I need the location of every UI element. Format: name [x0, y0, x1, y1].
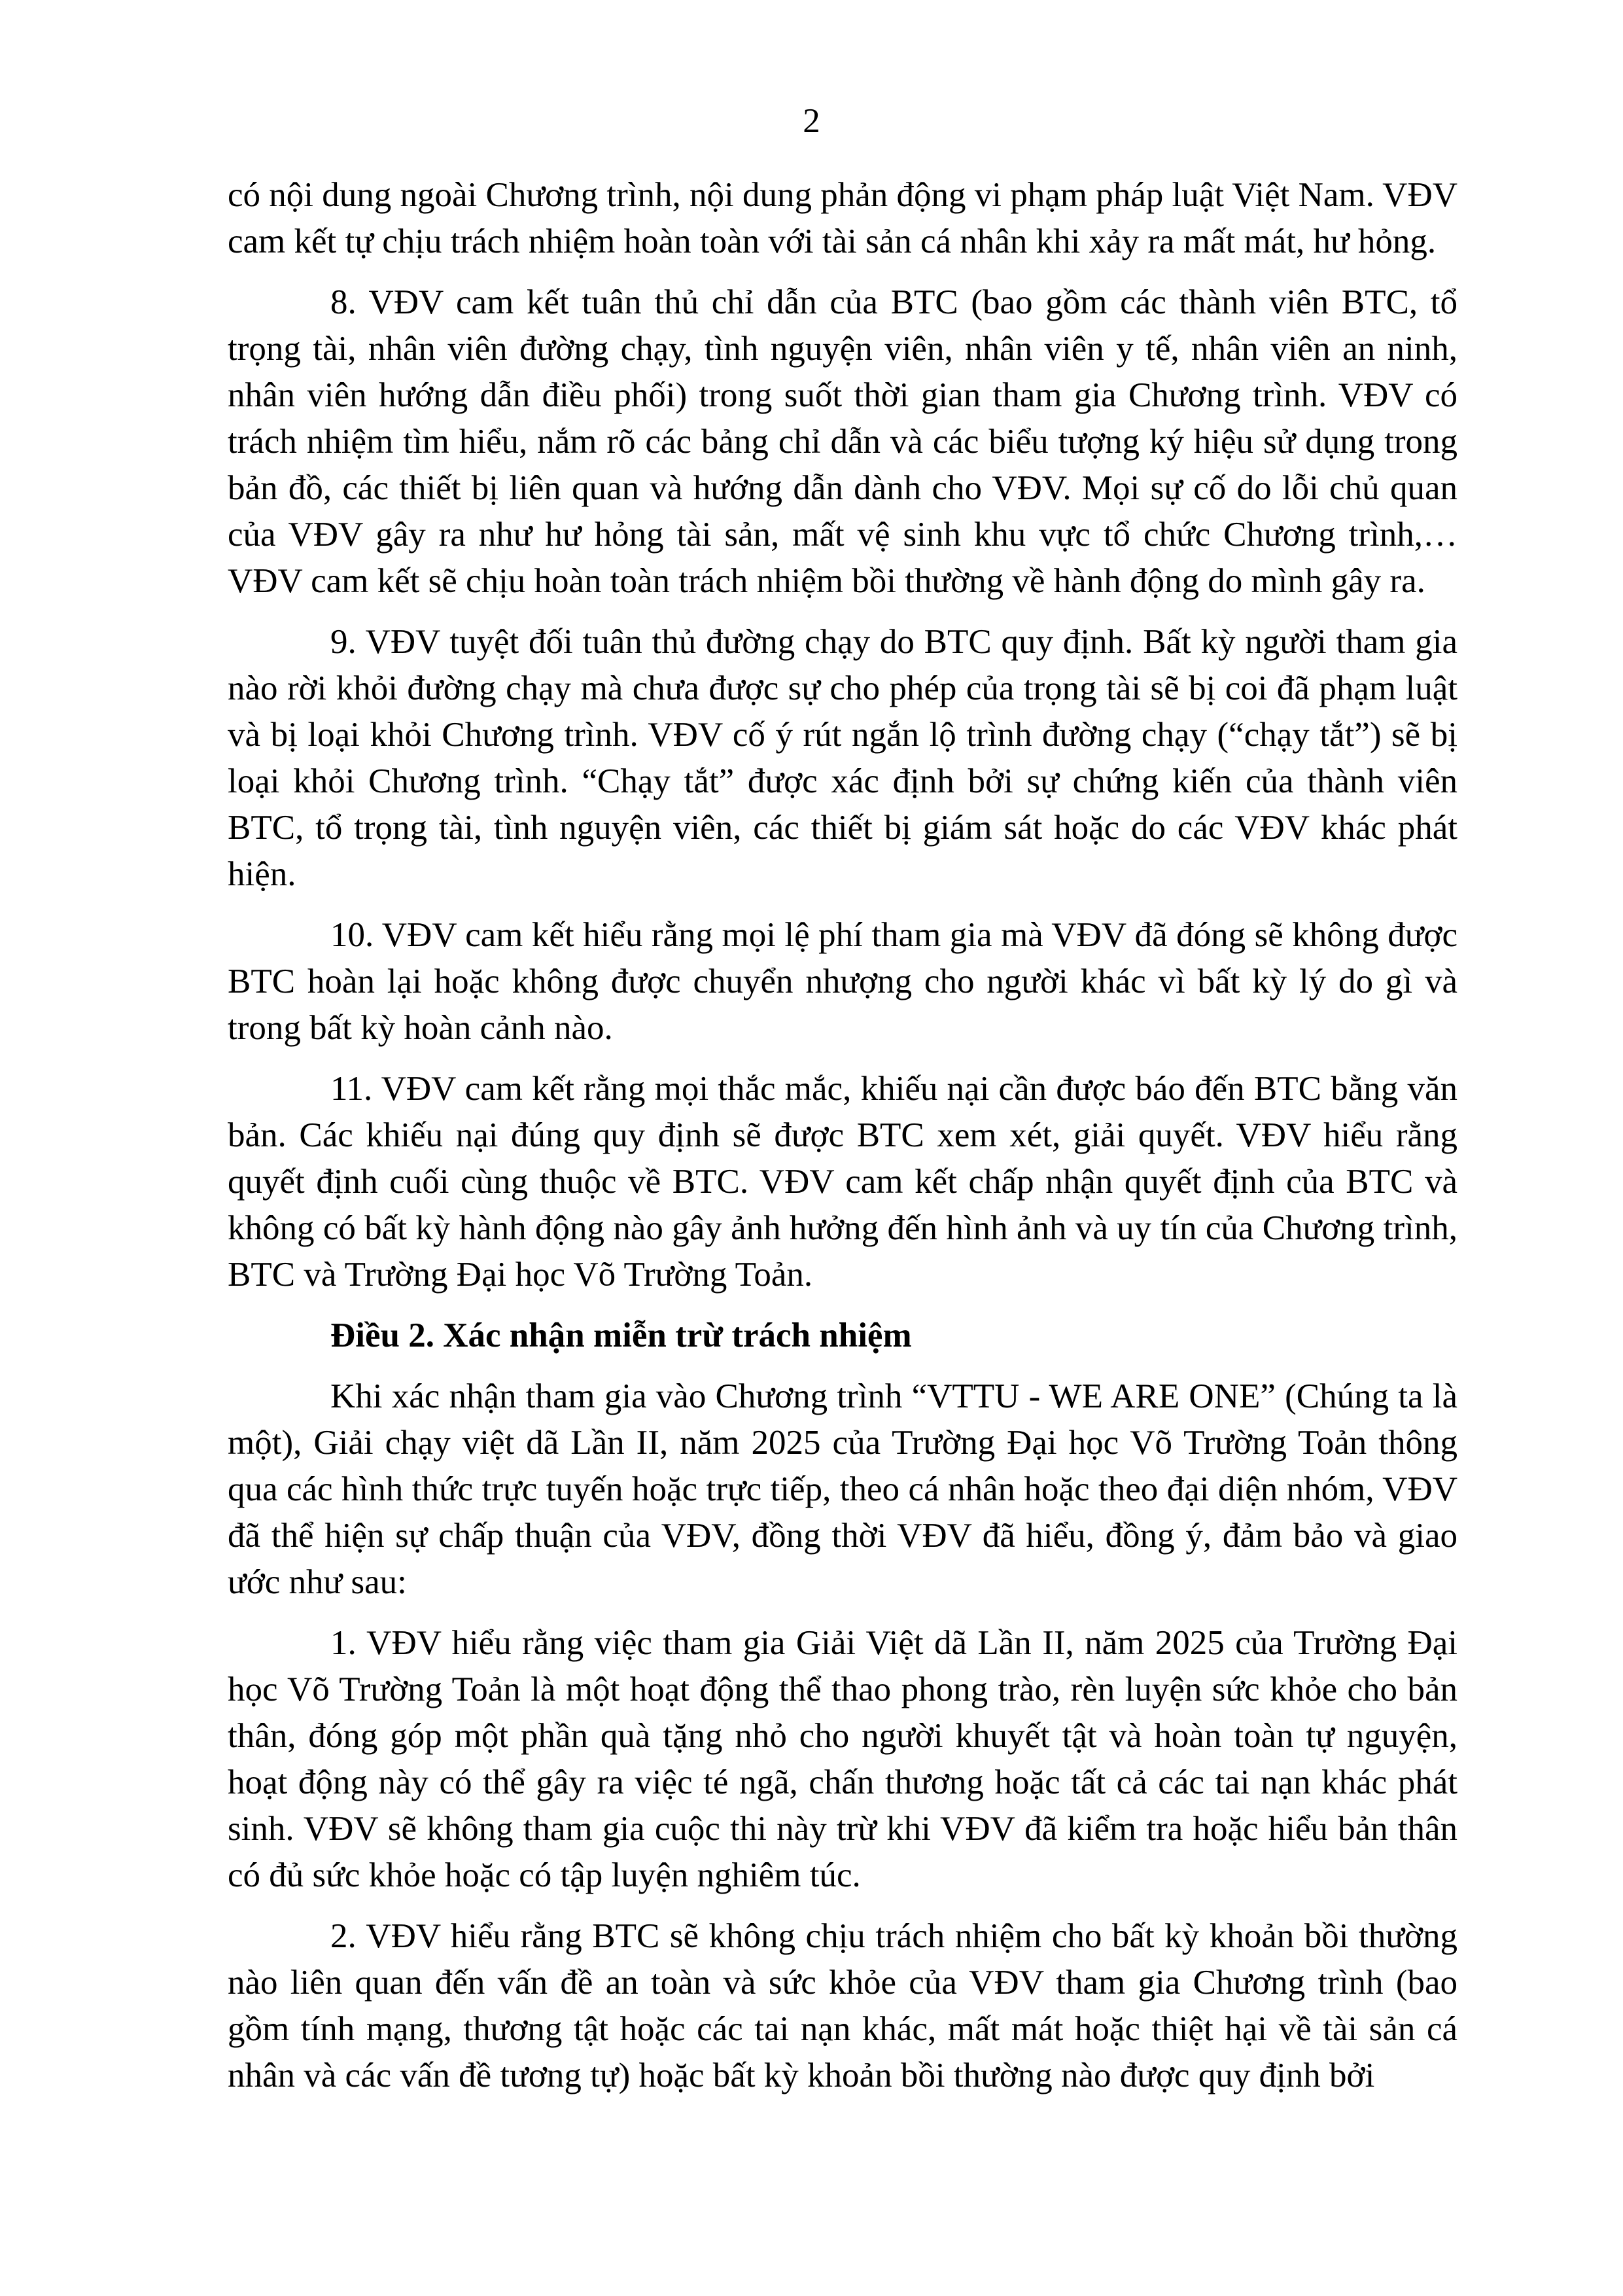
- article-2-heading: Điều 2. Xác nhận miễn trừ trách nhiệm: [330, 1316, 912, 1354]
- paragraph-continuation: có nội dung ngoài Chương trình, nội dung phản động vi phạm pháp luật Việt Nam. VĐV cam kết tự chịu trách nhiệm hoàn toàn với tài sản cá nhân khi xảy ra mất mát, hư hỏng.: [228, 176, 1457, 260]
- paragraph-item-9: 9. VĐV tuyệt đối tuân thủ đường chạy do BTC quy định. Bất kỳ người tham gia nào rời khỏi đường chạy mà chưa được sự cho phép của trọng tài sẽ bị coi đã phạm luật và bị loại khỏi Chương trình. VĐV cố ý rút ngắn lộ trình đường chạy (“chạy tắt”) sẽ bị loại khỏi Chương trình. “Chạy tắt” được xác định bởi sự chứng kiến của thành viên BTC, tổ trọng tài, tình nguyện viên, các thiết bị giám sát hoặc do các VĐV khác phát hiện.: [228, 623, 1457, 893]
- paragraph-article-2-item-1: 1. VĐV hiểu rằng việc tham gia Giải Việt dã Lần II, năm 2025 của Trường Đại học Võ Trường Toản là một hoạt động thể thao phong trào, rèn luyện sức khỏe cho bản thân, đóng góp một phần quà tặng nhỏ cho người khuyết tật và hoàn toàn tự nguyện, hoạt động này có thể gây ra việc té ngã, chấn thương hoặc tất cả các tai nạn khác phát sinh. VĐV sẽ không tham gia cuộc thi này trừ khi VĐV đã kiểm tra hoặc hiểu bản thân có đủ sức khỏe hoặc có tập luyện nghiêm túc.: [228, 1624, 1457, 1894]
- paragraph-article-2-intro: Khi xác nhận tham gia vào Chương trình “VTTU - WE ARE ONE” (Chúng ta là một), Giải chạy việt dã Lần II, năm 2025 của Trường Đại học Võ Trường Toản thông qua các hình thức trực tuyến hoặc trực tiếp, theo cá nhân hoặc theo đại diện nhóm, VĐV đã thể hiện sự chấp thuận của VĐV, đồng thời VĐV đã hiểu, đồng ý, đảm bảo và giao ước như sau:: [228, 1377, 1457, 1601]
- document-body: [228, 172, 1457, 2113]
- paragraph-item-11: 11. VĐV cam kết rằng mọi thắc mắc, khiếu nại cần được báo đến BTC bằng văn bản. Các khiếu nại đúng quy định sẽ được BTC xem xét, giải quyết. VĐV hiểu rằng quyết định cuối cùng thuộc về BTC. VĐV cam kết chấp nhận quyết định của BTC và không có bất kỳ hành động nào gây ảnh hưởng đến hình ảnh và uy tín của Chương trình, BTC và Trường Đại học Võ Trường Toản.: [228, 1070, 1457, 1294]
- paragraph-item-8: 8. VĐV cam kết tuân thủ chỉ dẫn của BTC (bao gồm các thành viên BTC, tổ trọng tài, nhân viên đường chạy, tình nguyện viên, nhân viên y tế, nhân viên an ninh, nhân viên hướng dẫn điều phối) trong suốt thời gian tham gia Chương trình. VĐV có trách nhiệm tìm hiểu, nắm rõ các bảng chỉ dẫn và các biểu tượng ký hiệu sử dụng trong bản đồ, các thiết bị liên quan và hướng dẫn dành cho VĐV. Mọi sự cố do lỗi chủ quan của VĐV gây ra như hư hỏng tài sản, mất vệ sinh khu vực tổ chức Chương trình,… VĐV cam kết sẽ chịu hoàn toàn trách nhiệm bồi thường về hành động do mình gây ra.: [228, 283, 1457, 600]
- page-number: 2: [803, 102, 820, 140]
- paragraph-item-10: 10. VĐV cam kết hiểu rằng mọi lệ phí tham gia mà VĐV đã đóng sẽ không được BTC hoàn lại hoặc không được chuyển nhượng cho người khác vì bất kỳ lý do gì và trong bất kỳ hoàn cảnh nào.: [228, 916, 1457, 1047]
- paragraph-article-2-item-2: 2. VĐV hiểu rằng BTC sẽ không chịu trách nhiệm cho bất kỳ khoản bồi thường nào liên quan đến vấn đề an toàn và sức khỏe của VĐV tham gia Chương trình (bao gồm tính mạng, thương tật hoặc các tai nạn khác, mất mát hoặc thiệt hại về tài sản cá nhân và các vấn đề tương tự) hoặc bất kỳ khoản bồi thường nào được quy định bởi: [228, 1917, 1457, 2094]
